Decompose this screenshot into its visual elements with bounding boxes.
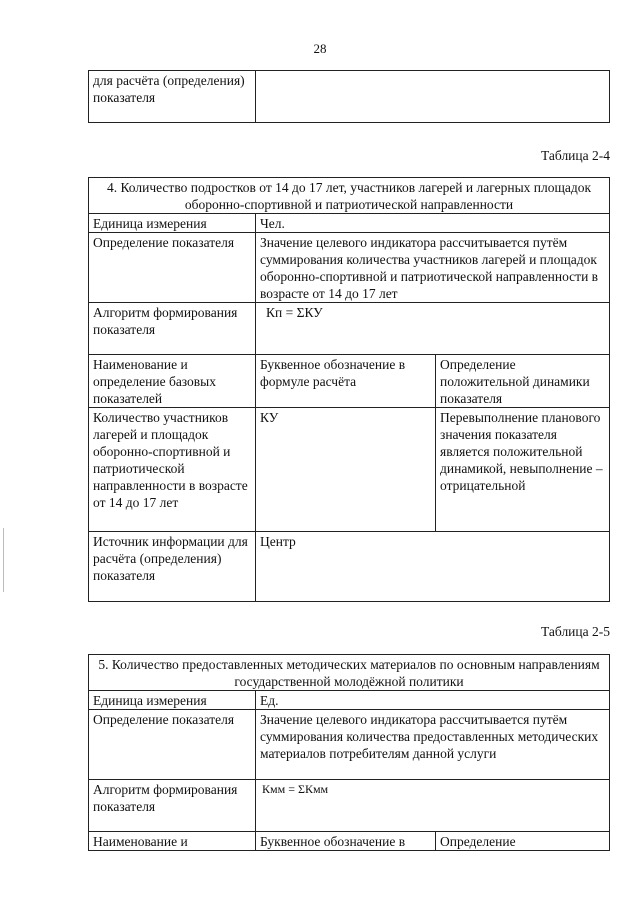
base-header-name: Наименование и — [89, 832, 256, 851]
definition-value: Значение целевого индикатора рассчитывается путём суммирования количества участников лагерей и площадок оборонно-спортивной и патриотической направленности в возрасте от 14 до 17 лет — [256, 233, 610, 303]
definition-label: Определение показателя — [89, 710, 256, 780]
table-2-4-caption: Таблица 2-4 — [541, 148, 610, 163]
algorithm-formula: Кп = ΣКУ — [256, 303, 610, 355]
table-2-4 — [88, 177, 610, 602]
base-header-symbol: Буквенное обозначение в формуле расчёта — [256, 355, 436, 408]
algorithm-formula: Кмм = ΣКмм — [256, 780, 610, 832]
definition-value: Значение целевого индикатора рассчитывается путём суммирования количества предоставленных методических материалов потребителям данной услуги — [256, 710, 610, 780]
unit-label: Единица измерения — [89, 214, 256, 233]
source-value: Центр — [256, 532, 610, 602]
table-2-5-title: 5. Количество предоставленных методических материалов по основным направлениям государственной молодёжной политики — [89, 655, 610, 691]
table-2-4-title: 4. Количество подростков от 14 до 17 лет, участников лагерей и лагерных площадок оборонно-спортивной и патриотической направленности — [89, 178, 610, 214]
algorithm-label: Алгоритм формирования показателя — [89, 780, 256, 832]
definition-label: Определение показателя — [89, 233, 256, 303]
base-header-name: Наименование и определение базовых показателей — [89, 355, 256, 408]
continuation-table — [88, 70, 610, 123]
base-row-symbol: КУ — [256, 408, 436, 532]
table-2-5 — [88, 654, 610, 851]
base-row-dynamics: Перевыполнение планового значения показателя является положительной динамикой, невыполнение – отрицательной — [436, 408, 610, 532]
unit-value: Ед. — [256, 691, 610, 710]
continuation-value — [256, 71, 610, 123]
base-header-dynamics: Определение — [436, 832, 610, 851]
page-number: 28 — [313, 41, 327, 56]
continuation-label: для расчёта (определения) показателя — [89, 71, 256, 123]
base-header-dynamics: Определение положительной динамики показателя — [436, 355, 610, 408]
algorithm-label: Алгоритм формирования показателя — [89, 303, 256, 355]
source-label: Источник информации для расчёта (определения) показателя — [89, 532, 256, 602]
unit-label: Единица измерения — [89, 691, 256, 710]
base-header-symbol: Буквенное обозначение в — [256, 832, 436, 851]
base-row-name: Количество участников лагерей и площадок оборонно-спортивной и патриотической направленности в возрасте от 14 до 17 лет — [89, 408, 256, 532]
unit-value: Чел. — [256, 214, 610, 233]
scan-artifact-line — [3, 528, 4, 592]
table-2-5-caption: Таблица 2-5 — [541, 624, 610, 639]
